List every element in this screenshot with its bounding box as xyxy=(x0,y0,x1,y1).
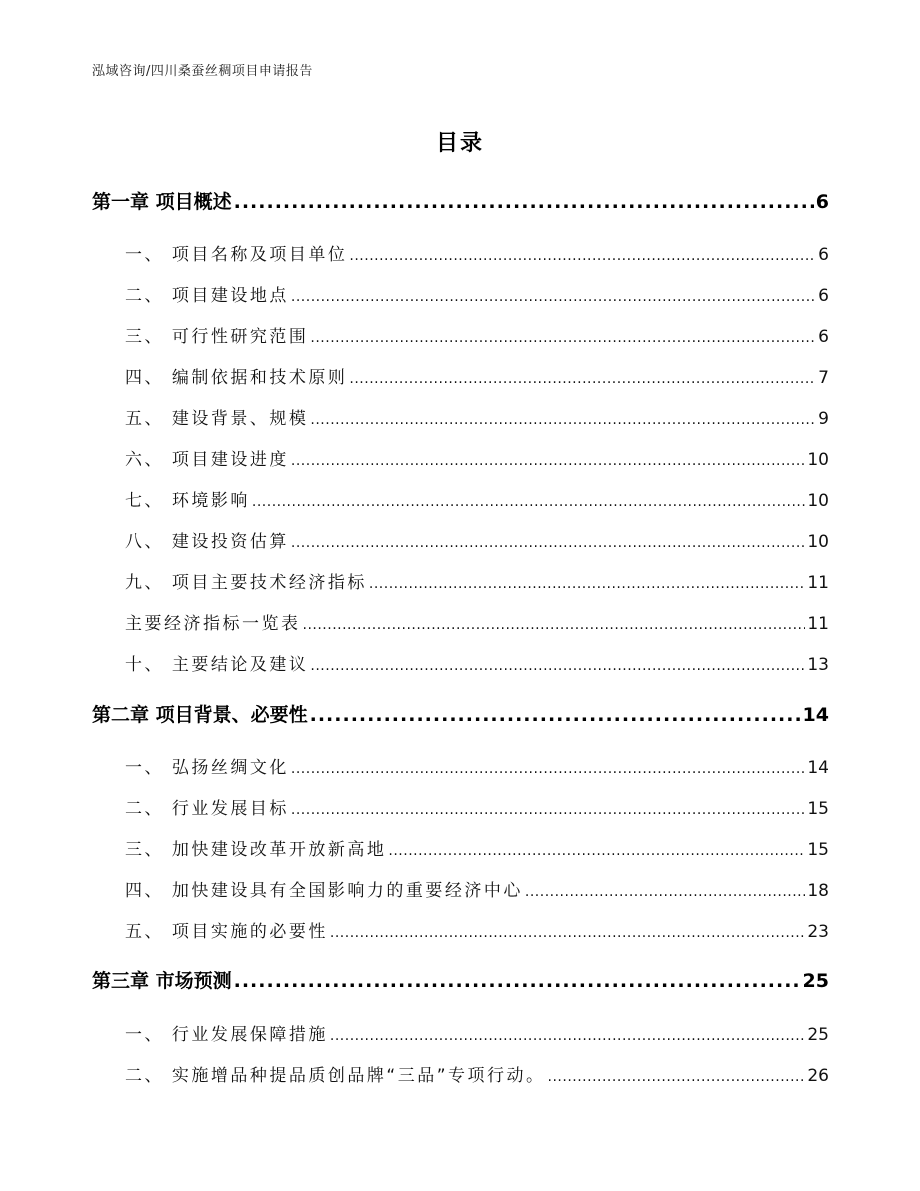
dot-leader xyxy=(252,494,805,510)
toc-entry-label: 三、 加快建设改革开放新高地 xyxy=(125,840,387,860)
toc-entry-label: 五、 项目实施的必要性 xyxy=(125,922,328,942)
dot-leader xyxy=(234,970,801,992)
toc-title: 目录 xyxy=(435,131,484,156)
toc-entry[interactable] xyxy=(125,650,829,675)
toc-page-number: 9 xyxy=(818,409,829,429)
toc-entry-label: 一、 弘扬丝绸文化 xyxy=(125,758,289,778)
dot-leader xyxy=(291,802,805,818)
toc-entry[interactable] xyxy=(125,1020,829,1045)
dot-leader xyxy=(310,658,805,674)
toc-entry[interactable] xyxy=(125,240,829,265)
toc-entry[interactable] xyxy=(125,568,829,593)
toc-entry[interactable] xyxy=(125,445,829,470)
toc-chapter[interactable] xyxy=(92,187,829,214)
toc-page-number: 15 xyxy=(807,840,829,860)
toc-page-number: 7 xyxy=(818,368,829,388)
toc-entry[interactable] xyxy=(125,609,829,634)
dot-leader xyxy=(310,412,816,428)
dot-leader xyxy=(548,1069,806,1085)
toc-entry-label: 一、 项目名称及项目单位 xyxy=(125,245,348,265)
toc-entry[interactable] xyxy=(125,363,829,388)
toc-entry-label: 四、 加快建设具有全国影响力的重要经济中心 xyxy=(125,881,523,901)
dot-leader xyxy=(310,330,816,346)
toc-entry-label: 第二章 项目背景、必要性 xyxy=(92,704,308,726)
toc-entry-label: 四、 编制依据和技术原则 xyxy=(125,368,348,388)
toc-page-number: 25 xyxy=(802,970,829,992)
toc-entry-label: 六、 项目建设进度 xyxy=(125,450,289,470)
toc-chapter[interactable] xyxy=(92,966,829,993)
toc-page-number: 11 xyxy=(807,573,829,593)
toc-entry-label: 第一章 项目概述 xyxy=(92,191,232,213)
toc-entry-label: 八、 建设投资估算 xyxy=(125,532,289,552)
dot-leader xyxy=(291,289,816,305)
toc-entry[interactable] xyxy=(125,1061,829,1086)
dot-leader xyxy=(291,535,805,551)
dot-leader xyxy=(525,884,805,900)
toc-entry-label: 五、 建设背景、规模 xyxy=(125,409,309,429)
toc-entry[interactable] xyxy=(125,322,829,347)
toc-page-number: 6 xyxy=(818,286,829,306)
toc-page-number: 6 xyxy=(815,191,829,213)
toc-entry[interactable] xyxy=(125,753,829,778)
toc-entry[interactable] xyxy=(125,527,829,552)
toc-entry[interactable] xyxy=(125,917,829,942)
toc-page-number: 10 xyxy=(807,532,829,552)
toc-page-number: 10 xyxy=(807,450,829,470)
dot-leader xyxy=(234,191,814,213)
toc-entry[interactable] xyxy=(125,835,829,860)
dot-leader xyxy=(330,1028,805,1044)
toc-entry[interactable] xyxy=(125,794,829,819)
toc-page-number: 14 xyxy=(802,704,829,726)
dot-leader xyxy=(330,925,805,941)
toc-entry-label: 第三章 市场预测 xyxy=(92,970,232,992)
toc-page-number: 14 xyxy=(807,758,829,778)
toc-chapter[interactable] xyxy=(92,700,829,727)
toc-entry-label: 三、 可行性研究范围 xyxy=(125,327,309,347)
toc-entry[interactable] xyxy=(125,486,829,511)
dot-leader xyxy=(291,761,805,777)
toc-page-number: 23 xyxy=(807,922,829,942)
toc-entry-label: 二、 项目建设地点 xyxy=(125,286,289,306)
toc-entry-label: 十、 主要结论及建议 xyxy=(125,655,309,675)
dot-leader xyxy=(310,704,801,726)
dot-leader xyxy=(349,371,816,387)
dot-leader xyxy=(291,453,805,469)
dot-leader xyxy=(303,617,806,633)
toc-entry-label: 七、 环境影响 xyxy=(125,491,250,511)
toc-entry-label: 一、 行业发展保障措施 xyxy=(125,1025,328,1045)
dot-leader xyxy=(388,843,805,859)
toc-entry-label: 主要经济指标一览表 xyxy=(125,614,301,634)
toc-page-number: 15 xyxy=(807,799,829,819)
toc-page-number: 6 xyxy=(818,327,829,347)
toc-page-number: 25 xyxy=(807,1025,829,1045)
toc-entry[interactable] xyxy=(125,876,829,901)
toc-entry-label: 二、 实施增品种提品质创品牌“三品”专项行动。 xyxy=(125,1066,546,1086)
dot-leader xyxy=(369,576,805,592)
toc-page-number: 26 xyxy=(807,1066,829,1086)
toc-page-number: 13 xyxy=(807,655,829,675)
document-header: 泓域咨询/四川桑蚕丝稠项目申请报告 xyxy=(92,64,313,79)
toc-entry[interactable] xyxy=(125,404,829,429)
toc-page-number: 11 xyxy=(807,614,829,634)
dot-leader xyxy=(349,248,816,264)
toc-entry-label: 二、 行业发展目标 xyxy=(125,799,289,819)
toc-page-number: 6 xyxy=(818,245,829,265)
toc-entry-label: 九、 项目主要技术经济指标 xyxy=(125,573,367,593)
toc-page-number: 10 xyxy=(807,491,829,511)
toc-entry[interactable] xyxy=(125,281,829,306)
toc-page-number: 18 xyxy=(807,881,829,901)
